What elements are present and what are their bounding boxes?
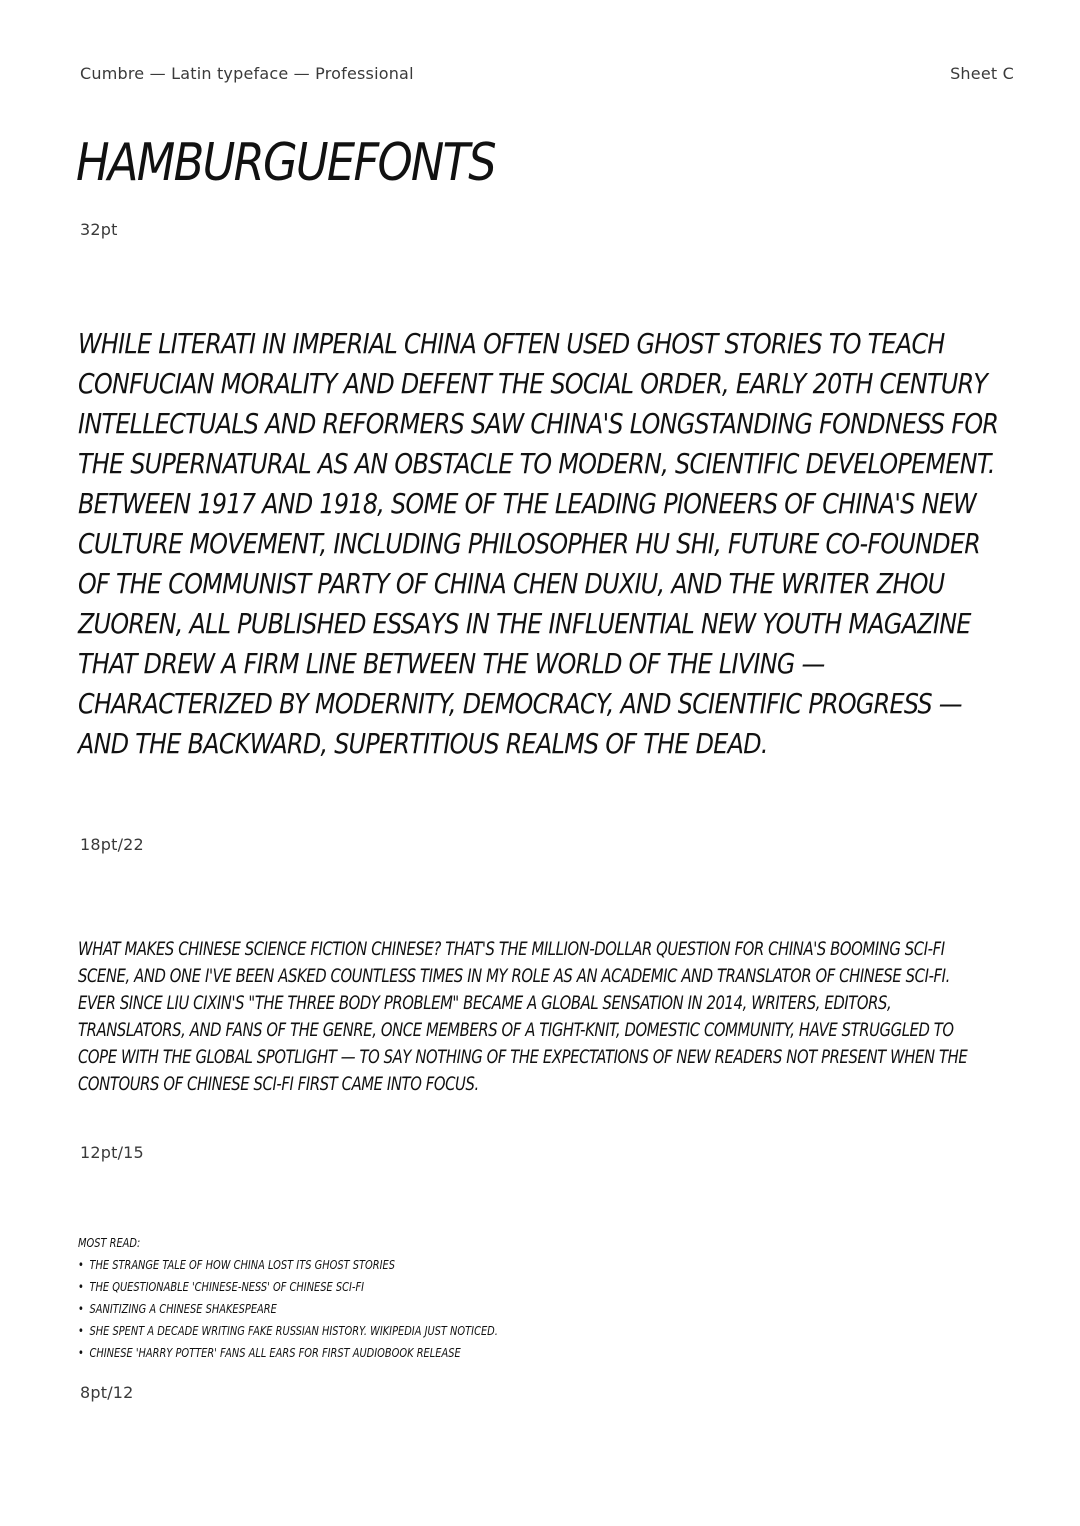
size-label-12pt: 12pt/15 <box>80 1143 144 1162</box>
bullet-icon: • <box>78 1324 84 1338</box>
list-item <box>78 1342 652 1364</box>
list-item-text: SHE SPENT A DECADE WRITING FAKE RUSSIAN HISTORY. WIKIPEDIA JUST NOTICED. <box>89 1324 498 1338</box>
bullet-icon: • <box>78 1280 84 1294</box>
sheet-title: Cumbre — Latin typeface — Professional <box>80 64 414 83</box>
list-item-text: SANITIZING A CHINESE SHAKESPEARE <box>89 1302 277 1316</box>
specimen-18pt-paragraph: WHILE LITERATI IN IMPERIAL CHINA OFTEN USED GHOST STORIES TO TEACH CONFUCIAN MORALITY AND DEFENT THE SOCIAL ORDER, EARLY 20TH CENTURY INTELLECTUALS AND REFORMERS SAW CHINA'S LONGSTANDING FONDNESS FOR THE SUPERNATURAL AS AN OBSTACLE TO MODERN, SCIENTIFIC DEVELOPEMENT. BETWEEN 1917 AND 1918, SOME OF THE LEADING PIONEERS OF CHINA'S NEW CULTURE MOVEMENT, INCLUDING PHILOSOPHER HU SHI, FUTURE CO-FOUNDER OF THE COMMUNIST PARTY OF CHINA CHEN DUXIU, AND THE WRITER ZHOU ZUOREN, ALL PUBLISHED ESSAYS IN THE INFLUENTIAL NEW YOUTH MAGAZINE THAT DREW A FIRM LINE BETWEEN THE WORLD OF THE LIVING — CHARACTERIZED BY MODERNITY, DEMOCRACY, AND SCIENTIFIC PROGRESS — AND THE BACKWARD, SUPERTITIOUS REALMS OF THE DEAD. <box>78 327 999 760</box>
list-item-text: CHINESE 'HARRY POTTER' FANS ALL EARS FOR FIRST AUDIOBOOK RELEASE <box>89 1346 461 1360</box>
list-item-text: THE STRANGE TALE OF HOW CHINA LOST ITS GHOST STORIES <box>89 1258 395 1272</box>
bullet-icon: • <box>78 1302 84 1316</box>
size-label-32pt: 32pt <box>80 220 118 239</box>
bullet-icon: • <box>78 1258 84 1272</box>
specimen-32pt: HAMBURGUEFONTS <box>76 133 495 193</box>
bullet-icon: • <box>78 1346 84 1360</box>
list-item <box>78 1320 652 1342</box>
size-label-18pt: 18pt/22 <box>80 835 144 854</box>
size-label-8pt: 8pt/12 <box>80 1383 134 1402</box>
list-item <box>78 1276 652 1298</box>
list-item-text: THE QUESTIONABLE 'CHINESE-NESS' OF CHINESE SCI-FI <box>89 1280 365 1294</box>
specimen-12pt-paragraph: WHAT MAKES CHINESE SCIENCE FICTION CHINESE? THAT'S THE MILLION-DOLLAR QUESTION FOR CHINA'S BOOMING SCI-FI SCENE, AND ONE I'VE BEEN ASKED COUNTLESS TIMES IN MY ROLE AS AN ACADEMIC AND TRANSLATOR OF CHINESE SCI-FI. EVER SINCE LIU CIXIN'S "THE THREE BODY PROBLEM" BECAME A GLOBAL SENSATION IN 2014, WRITERS, EDITORS, TRANSLATORS, AND FANS OF THE GENRE, ONCE MEMBERS OF A TIGHT-KNIT, DOMESTIC COMMUNITY, HAVE STRUGGLED TO COPE WITH THE GLOBAL SPOTLIGHT — TO SAY NOTHING OF THE EXPECTATIONS OF NEW READERS NOT PRESENT WHEN THE CONTOURS OF CHINESE SCI-FI FIRST CAME INTO FOCUS. <box>78 939 968 1095</box>
list-item <box>78 1254 652 1276</box>
specimen-8pt-list <box>78 1232 652 1364</box>
most-read-list <box>78 1254 652 1364</box>
sheet-number: Sheet C <box>950 64 1014 83</box>
list-item <box>78 1298 652 1320</box>
most-read-heading: MOST READ: <box>78 1236 141 1250</box>
